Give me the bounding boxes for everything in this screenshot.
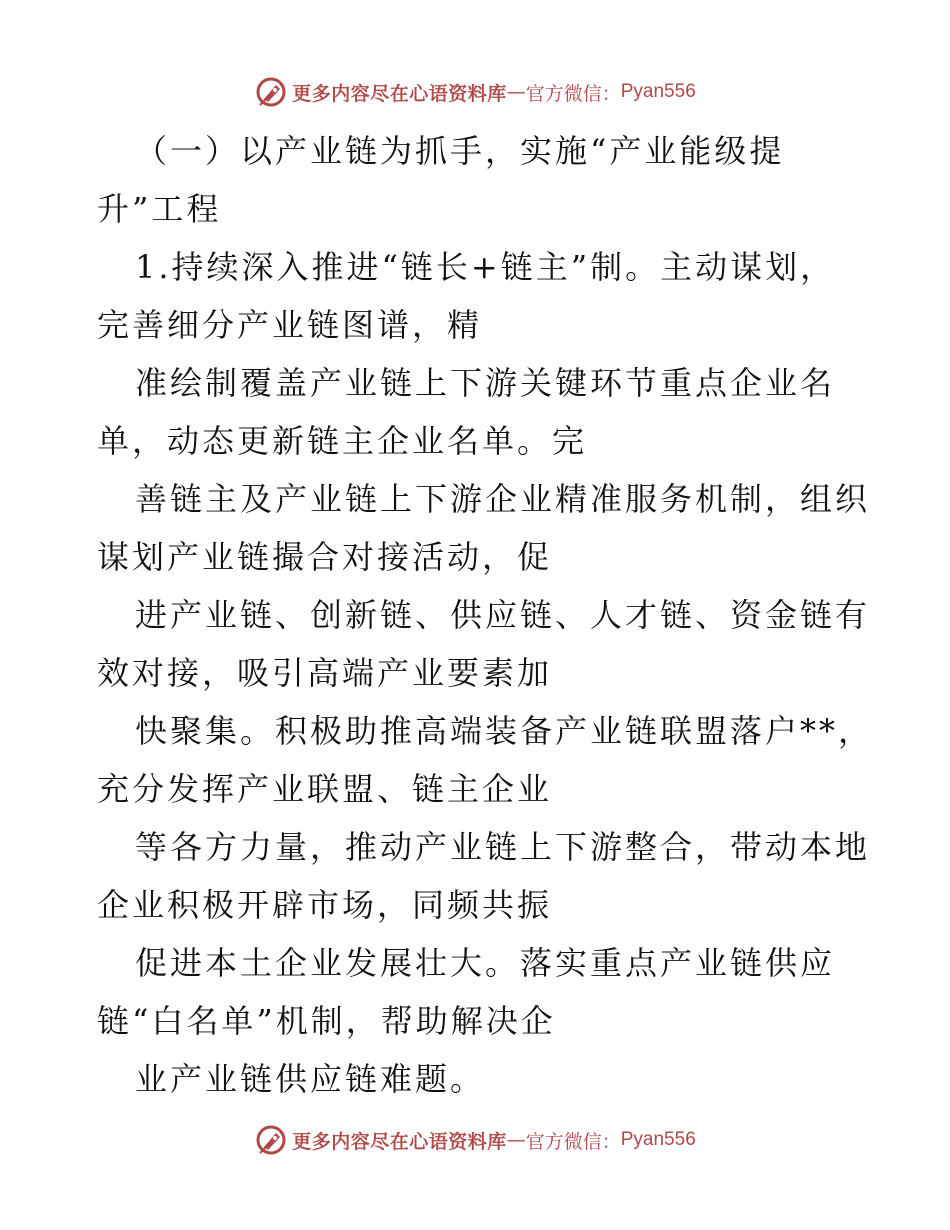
text-line: 准绘制覆盖产业链上下游关键环节重点企业名: [135, 364, 836, 402]
banner-wechat-id: Pyan556: [620, 1129, 696, 1150]
banner-wechat-label: 官方微信：: [525, 82, 621, 105]
logo-pen-icon: [254, 75, 288, 109]
text-line: 单，动态更新链主企业名单。完: [97, 422, 588, 460]
section-heading-line1: （一）以产业链为抓手，实施“产业能级提: [135, 132, 785, 170]
footer-banner: [0, 1120, 950, 1160]
text-line: 企业积极开辟市场，同频共振: [97, 886, 553, 924]
section-heading-line2: 升”工程: [97, 190, 222, 228]
text-line: 效对接，吸引高端产业要素加: [97, 654, 553, 692]
text-line: 快聚集。积极助推高端装备产业链联盟落户**，: [135, 712, 874, 750]
paragraph: [97, 238, 874, 1108]
document-body: [97, 122, 874, 1108]
banner-title: 更多内容尽在心语资料库: [292, 1130, 507, 1153]
text-line: 谋划产业链撮合对接活动，促: [97, 538, 553, 576]
header-banner: [0, 72, 950, 112]
text-line: 促进本土企业发展壮大。落实重点产业链供应: [135, 944, 836, 982]
text-line: 业产业链供应链难题。: [135, 1060, 486, 1098]
banner-separator: —: [506, 1129, 526, 1151]
text-line: 善链主及产业链上下游企业精准服务机制，组织: [135, 480, 871, 518]
text-line: 充分发挥产业联盟、链主企业: [97, 770, 553, 808]
banner-separator: —: [506, 81, 526, 103]
banner-title: 更多内容尽在心语资料库: [292, 82, 507, 105]
text-line: 链“白名单”机制，帮助解决企: [97, 1002, 556, 1040]
text-line: 完善细分产业链图谱，精: [97, 306, 483, 344]
text-line: 进产业链、创新链、供应链、人才链、资金链有: [135, 596, 871, 634]
text-line: 1.持续深入推进“链长+链主”制。主动谋划，: [135, 248, 836, 286]
logo-pen-icon: [254, 1123, 288, 1157]
banner-wechat-id: Pyan556: [620, 81, 696, 102]
banner-wechat-label: 官方微信：: [525, 1130, 621, 1153]
text-line: 等各方力量，推动产业链上下游整合，带动本地: [135, 828, 871, 866]
